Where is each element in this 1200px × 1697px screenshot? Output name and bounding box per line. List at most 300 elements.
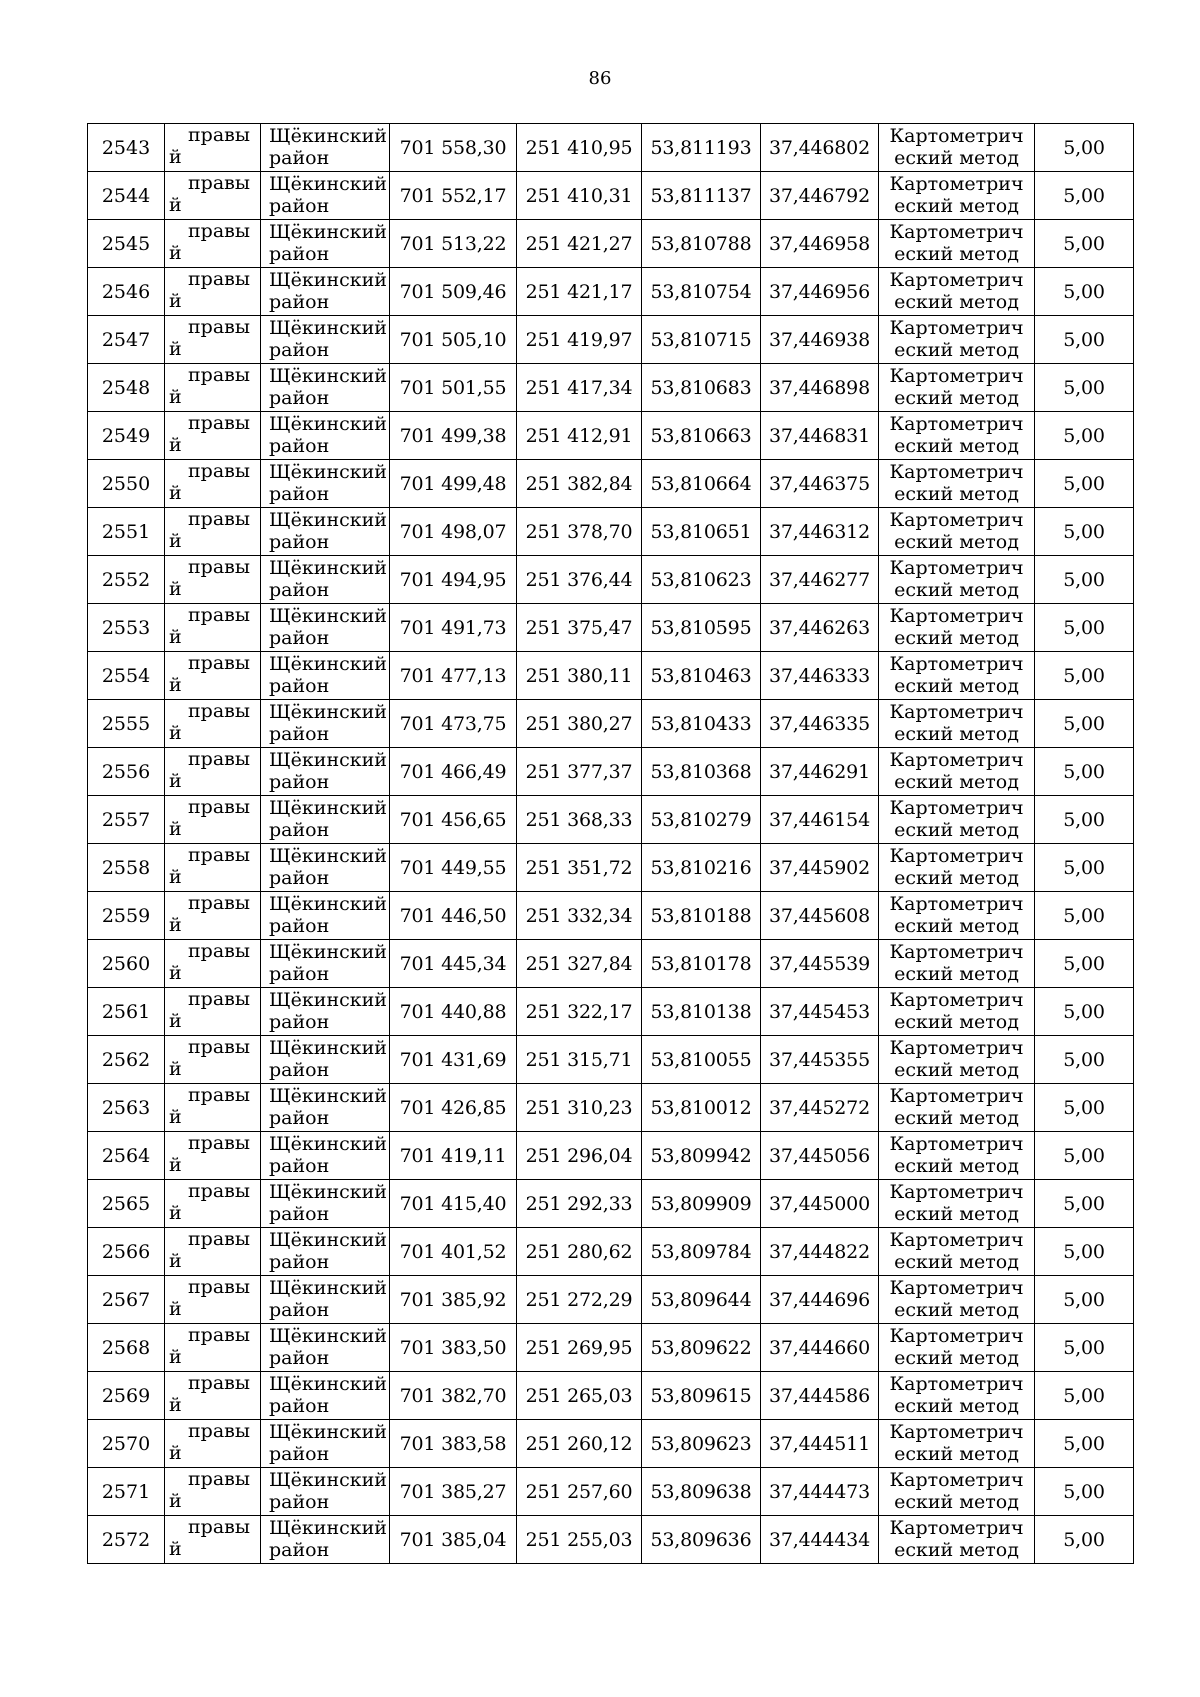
bank-side-line1: правы bbox=[188, 1228, 250, 1250]
district-line2: район bbox=[269, 1443, 330, 1465]
bank-side-line2: й bbox=[169, 530, 182, 552]
y-coordinate-cell: 251 421,17 bbox=[517, 268, 642, 316]
bank-side-line2: й bbox=[169, 866, 182, 888]
bank-side-cell bbox=[165, 1228, 261, 1276]
method-line1: Картометрич bbox=[889, 461, 1024, 483]
x-coordinate-cell: 701 401,52 bbox=[390, 1228, 517, 1276]
district-cell bbox=[261, 268, 390, 316]
longitude-cell: 37,444822 bbox=[761, 1228, 879, 1276]
bank-side-line1: правы bbox=[188, 604, 250, 626]
district-line1: Щёкинский bbox=[269, 653, 387, 675]
district-line1: Щёкинский bbox=[269, 1037, 387, 1059]
method-cell bbox=[879, 316, 1035, 364]
district-cell bbox=[261, 1420, 390, 1468]
longitude-cell: 37,445272 bbox=[761, 1084, 879, 1132]
district-line1: Щёкинский bbox=[269, 509, 387, 531]
district-cell bbox=[261, 124, 390, 172]
table-row bbox=[88, 508, 1134, 556]
y-coordinate-cell: 251 255,03 bbox=[517, 1516, 642, 1564]
point-number-cell: 2559 bbox=[88, 892, 165, 940]
x-coordinate-cell: 701 466,49 bbox=[390, 748, 517, 796]
x-coordinate-cell: 701 426,85 bbox=[390, 1084, 517, 1132]
bank-side-line2: й bbox=[169, 1058, 182, 1080]
method-line1: Картометрич bbox=[889, 1229, 1024, 1251]
y-coordinate-cell: 251 257,60 bbox=[517, 1468, 642, 1516]
bank-side-line1: правы bbox=[188, 652, 250, 674]
page-number: 86 bbox=[588, 68, 612, 89]
accuracy-cell: 5,00 bbox=[1035, 988, 1134, 1036]
method-line2: еский метод bbox=[894, 435, 1019, 457]
latitude-cell: 53,810279 bbox=[642, 796, 761, 844]
bank-side-line1: правы bbox=[188, 1036, 250, 1058]
bank-side-cell bbox=[165, 1420, 261, 1468]
method-cell bbox=[879, 652, 1035, 700]
bank-side-line2: й bbox=[169, 1490, 182, 1512]
method-line1: Картометрич bbox=[889, 701, 1024, 723]
district-line2: район bbox=[269, 723, 330, 745]
accuracy-cell: 5,00 bbox=[1035, 1276, 1134, 1324]
y-coordinate-cell: 251 419,97 bbox=[517, 316, 642, 364]
bank-side-cell bbox=[165, 1180, 261, 1228]
district-line2: район bbox=[269, 1011, 330, 1033]
method-cell bbox=[879, 940, 1035, 988]
latitude-cell: 53,810368 bbox=[642, 748, 761, 796]
y-coordinate-cell: 251 375,47 bbox=[517, 604, 642, 652]
accuracy-cell: 5,00 bbox=[1035, 1372, 1134, 1420]
district-cell bbox=[261, 1372, 390, 1420]
point-number-cell: 2545 bbox=[88, 220, 165, 268]
bank-side-line2: й bbox=[169, 1010, 182, 1032]
latitude-cell: 53,811137 bbox=[642, 172, 761, 220]
method-line1: Картометрич bbox=[889, 509, 1024, 531]
method-line2: еский метод bbox=[894, 1491, 1019, 1513]
bank-side-line2: й bbox=[169, 1154, 182, 1176]
bank-side-line1: правы bbox=[188, 1132, 250, 1154]
method-line1: Картометрич bbox=[889, 1133, 1024, 1155]
district-line1: Щёкинский bbox=[269, 365, 387, 387]
bank-side-line2: й bbox=[169, 290, 182, 312]
bank-side-line2: й bbox=[169, 1250, 182, 1272]
bank-side-line2: й bbox=[169, 1298, 182, 1320]
point-number-cell: 2551 bbox=[88, 508, 165, 556]
y-coordinate-cell: 251 410,95 bbox=[517, 124, 642, 172]
latitude-cell: 53,809623 bbox=[642, 1420, 761, 1468]
table-row bbox=[88, 1372, 1134, 1420]
district-cell bbox=[261, 412, 390, 460]
district-line2: район bbox=[269, 867, 330, 889]
latitude-cell: 53,810754 bbox=[642, 268, 761, 316]
district-line1: Щёкинский bbox=[269, 1469, 387, 1491]
accuracy-cell: 5,00 bbox=[1035, 892, 1134, 940]
method-line2: еский метод bbox=[894, 627, 1019, 649]
bank-side-cell bbox=[165, 892, 261, 940]
district-line2: район bbox=[269, 1395, 330, 1417]
method-line1: Картометрич bbox=[889, 1037, 1024, 1059]
district-line2: район bbox=[269, 339, 330, 361]
point-number-cell: 2544 bbox=[88, 172, 165, 220]
method-cell bbox=[879, 1228, 1035, 1276]
bank-side-cell bbox=[165, 844, 261, 892]
district-line2: район bbox=[269, 1299, 330, 1321]
accuracy-cell: 5,00 bbox=[1035, 124, 1134, 172]
latitude-cell: 53,810664 bbox=[642, 460, 761, 508]
bank-side-line2: й bbox=[169, 770, 182, 792]
method-line1: Картометрич bbox=[889, 749, 1024, 771]
district-cell bbox=[261, 844, 390, 892]
y-coordinate-cell: 251 327,84 bbox=[517, 940, 642, 988]
bank-side-cell bbox=[165, 796, 261, 844]
method-line2: еский метод bbox=[894, 723, 1019, 745]
district-cell bbox=[261, 1228, 390, 1276]
longitude-cell: 37,446291 bbox=[761, 748, 879, 796]
coordinates-table bbox=[87, 123, 1134, 1564]
accuracy-cell: 5,00 bbox=[1035, 364, 1134, 412]
bank-side-line1: правы bbox=[188, 460, 250, 482]
x-coordinate-cell: 701 498,07 bbox=[390, 508, 517, 556]
longitude-cell: 37,446792 bbox=[761, 172, 879, 220]
point-number-cell: 2548 bbox=[88, 364, 165, 412]
accuracy-cell: 5,00 bbox=[1035, 172, 1134, 220]
bank-side-cell bbox=[165, 460, 261, 508]
district-line1: Щёкинский bbox=[269, 413, 387, 435]
accuracy-cell: 5,00 bbox=[1035, 268, 1134, 316]
table-row bbox=[88, 748, 1134, 796]
y-coordinate-cell: 251 272,29 bbox=[517, 1276, 642, 1324]
district-line1: Щёкинский bbox=[269, 1181, 387, 1203]
method-line2: еский метод bbox=[894, 339, 1019, 361]
latitude-cell: 53,809909 bbox=[642, 1180, 761, 1228]
accuracy-cell: 5,00 bbox=[1035, 1516, 1134, 1564]
table-row bbox=[88, 1420, 1134, 1468]
method-line1: Картометрич bbox=[889, 365, 1024, 387]
district-line2: район bbox=[269, 387, 330, 409]
accuracy-cell: 5,00 bbox=[1035, 1420, 1134, 1468]
longitude-cell: 37,446831 bbox=[761, 412, 879, 460]
y-coordinate-cell: 251 269,95 bbox=[517, 1324, 642, 1372]
bank-side-cell bbox=[165, 412, 261, 460]
accuracy-cell: 5,00 bbox=[1035, 1468, 1134, 1516]
method-cell bbox=[879, 268, 1035, 316]
method-cell bbox=[879, 604, 1035, 652]
district-line1: Щёкинский bbox=[269, 845, 387, 867]
district-line1: Щёкинский bbox=[269, 605, 387, 627]
latitude-cell: 53,811193 bbox=[642, 124, 761, 172]
bank-side-line2: й bbox=[169, 962, 182, 984]
district-cell bbox=[261, 1084, 390, 1132]
bank-side-cell bbox=[165, 220, 261, 268]
y-coordinate-cell: 251 421,27 bbox=[517, 220, 642, 268]
point-number-cell: 2546 bbox=[88, 268, 165, 316]
longitude-cell: 37,446335 bbox=[761, 700, 879, 748]
bank-side-cell bbox=[165, 124, 261, 172]
method-cell bbox=[879, 1084, 1035, 1132]
bank-side-line1: правы bbox=[188, 508, 250, 530]
district-line1: Щёкинский bbox=[269, 173, 387, 195]
bank-side-line2: й bbox=[169, 242, 182, 264]
longitude-cell: 37,444696 bbox=[761, 1276, 879, 1324]
table-row bbox=[88, 1084, 1134, 1132]
district-line1: Щёкинский bbox=[269, 317, 387, 339]
y-coordinate-cell: 251 260,12 bbox=[517, 1420, 642, 1468]
method-line2: еский метод bbox=[894, 1107, 1019, 1129]
y-coordinate-cell: 251 332,34 bbox=[517, 892, 642, 940]
bank-side-line2: й bbox=[169, 722, 182, 744]
district-line2: район bbox=[269, 1539, 330, 1561]
bank-side-line2: й bbox=[169, 146, 182, 168]
point-number-cell: 2571 bbox=[88, 1468, 165, 1516]
table-row bbox=[88, 1132, 1134, 1180]
district-cell bbox=[261, 940, 390, 988]
district-cell bbox=[261, 1468, 390, 1516]
bank-side-line2: й bbox=[169, 386, 182, 408]
point-number-cell: 2550 bbox=[88, 460, 165, 508]
table-row bbox=[88, 988, 1134, 1036]
point-number-cell: 2561 bbox=[88, 988, 165, 1036]
method-line2: еский метод bbox=[894, 1059, 1019, 1081]
longitude-cell: 37,446312 bbox=[761, 508, 879, 556]
district-line2: район bbox=[269, 771, 330, 793]
bank-side-line1: правы bbox=[188, 940, 250, 962]
table-row bbox=[88, 412, 1134, 460]
y-coordinate-cell: 251 351,72 bbox=[517, 844, 642, 892]
method-cell bbox=[879, 1372, 1035, 1420]
method-cell bbox=[879, 460, 1035, 508]
bank-side-line2: й bbox=[169, 1394, 182, 1416]
accuracy-cell: 5,00 bbox=[1035, 1324, 1134, 1372]
accuracy-cell: 5,00 bbox=[1035, 412, 1134, 460]
longitude-cell: 37,445608 bbox=[761, 892, 879, 940]
bank-side-line1: правы bbox=[188, 172, 250, 194]
method-cell bbox=[879, 796, 1035, 844]
bank-side-line1: правы bbox=[188, 748, 250, 770]
y-coordinate-cell: 251 315,71 bbox=[517, 1036, 642, 1084]
x-coordinate-cell: 701 501,55 bbox=[390, 364, 517, 412]
bank-side-line1: правы bbox=[188, 316, 250, 338]
method-line1: Картометрич bbox=[889, 1181, 1024, 1203]
district-line2: район bbox=[269, 963, 330, 985]
point-number-cell: 2553 bbox=[88, 604, 165, 652]
y-coordinate-cell: 251 380,27 bbox=[517, 700, 642, 748]
longitude-cell: 37,446277 bbox=[761, 556, 879, 604]
accuracy-cell: 5,00 bbox=[1035, 700, 1134, 748]
method-line1: Картометрич bbox=[889, 605, 1024, 627]
method-line1: Картометрич bbox=[889, 845, 1024, 867]
point-number-cell: 2554 bbox=[88, 652, 165, 700]
method-line2: еский метод bbox=[894, 1155, 1019, 1177]
method-line2: еский метод bbox=[894, 915, 1019, 937]
x-coordinate-cell: 701 558,30 bbox=[390, 124, 517, 172]
x-coordinate-cell: 701 445,34 bbox=[390, 940, 517, 988]
bank-side-line1: правы bbox=[188, 892, 250, 914]
district-line2: район bbox=[269, 531, 330, 553]
longitude-cell: 37,446958 bbox=[761, 220, 879, 268]
district-cell bbox=[261, 988, 390, 1036]
district-line2: район bbox=[269, 1251, 330, 1273]
table-row bbox=[88, 1468, 1134, 1516]
latitude-cell: 53,809942 bbox=[642, 1132, 761, 1180]
bank-side-line1: правы bbox=[188, 556, 250, 578]
x-coordinate-cell: 701 449,55 bbox=[390, 844, 517, 892]
table-row bbox=[88, 556, 1134, 604]
district-cell bbox=[261, 220, 390, 268]
y-coordinate-cell: 251 382,84 bbox=[517, 460, 642, 508]
method-line1: Картометрич bbox=[889, 125, 1024, 147]
district-cell bbox=[261, 1276, 390, 1324]
x-coordinate-cell: 701 383,50 bbox=[390, 1324, 517, 1372]
latitude-cell: 53,810433 bbox=[642, 700, 761, 748]
bank-side-line1: правы bbox=[188, 220, 250, 242]
method-line2: еский метод bbox=[894, 195, 1019, 217]
district-line2: район bbox=[269, 1107, 330, 1129]
bank-side-line1: правы bbox=[188, 1468, 250, 1490]
y-coordinate-cell: 251 368,33 bbox=[517, 796, 642, 844]
method-line2: еский метод bbox=[894, 1395, 1019, 1417]
y-coordinate-cell: 251 265,03 bbox=[517, 1372, 642, 1420]
latitude-cell: 53,809636 bbox=[642, 1516, 761, 1564]
district-cell bbox=[261, 556, 390, 604]
bank-side-cell bbox=[165, 1276, 261, 1324]
table-row bbox=[88, 1228, 1134, 1276]
district-line1: Щёкинский bbox=[269, 221, 387, 243]
district-line2: район bbox=[269, 243, 330, 265]
district-cell bbox=[261, 604, 390, 652]
bank-side-line2: й bbox=[169, 1538, 182, 1560]
x-coordinate-cell: 701 440,88 bbox=[390, 988, 517, 1036]
table-row bbox=[88, 364, 1134, 412]
y-coordinate-cell: 251 292,33 bbox=[517, 1180, 642, 1228]
point-number-cell: 2557 bbox=[88, 796, 165, 844]
district-line2: район bbox=[269, 1491, 330, 1513]
accuracy-cell: 5,00 bbox=[1035, 796, 1134, 844]
method-line1: Картометрич bbox=[889, 413, 1024, 435]
bank-side-line1: правы bbox=[188, 1420, 250, 1442]
method-line2: еский метод bbox=[894, 963, 1019, 985]
x-coordinate-cell: 701 513,22 bbox=[390, 220, 517, 268]
bank-side-cell bbox=[165, 1084, 261, 1132]
district-line1: Щёкинский bbox=[269, 461, 387, 483]
x-coordinate-cell: 701 494,95 bbox=[390, 556, 517, 604]
bank-side-line1: правы bbox=[188, 412, 250, 434]
district-cell bbox=[261, 748, 390, 796]
method-line1: Картометрич bbox=[889, 989, 1024, 1011]
method-line1: Картометрич bbox=[889, 893, 1024, 915]
y-coordinate-cell: 251 380,11 bbox=[517, 652, 642, 700]
accuracy-cell: 5,00 bbox=[1035, 460, 1134, 508]
method-cell bbox=[879, 508, 1035, 556]
x-coordinate-cell: 701 446,50 bbox=[390, 892, 517, 940]
table-row bbox=[88, 460, 1134, 508]
district-line1: Щёкинский bbox=[269, 701, 387, 723]
bank-side-line2: й bbox=[169, 1442, 182, 1464]
district-line2: район bbox=[269, 915, 330, 937]
method-line1: Картометрич bbox=[889, 1373, 1024, 1395]
longitude-cell: 37,445902 bbox=[761, 844, 879, 892]
district-cell bbox=[261, 1324, 390, 1372]
method-line1: Картометрич bbox=[889, 317, 1024, 339]
bank-side-cell bbox=[165, 172, 261, 220]
district-line2: район bbox=[269, 147, 330, 169]
point-number-cell: 2567 bbox=[88, 1276, 165, 1324]
method-cell bbox=[879, 1516, 1035, 1564]
district-cell bbox=[261, 700, 390, 748]
accuracy-cell: 5,00 bbox=[1035, 1036, 1134, 1084]
y-coordinate-cell: 251 412,91 bbox=[517, 412, 642, 460]
district-cell bbox=[261, 1180, 390, 1228]
longitude-cell: 37,446802 bbox=[761, 124, 879, 172]
point-number-cell: 2555 bbox=[88, 700, 165, 748]
point-number-cell: 2570 bbox=[88, 1420, 165, 1468]
x-coordinate-cell: 701 415,40 bbox=[390, 1180, 517, 1228]
latitude-cell: 53,810188 bbox=[642, 892, 761, 940]
district-line1: Щёкинский bbox=[269, 797, 387, 819]
district-line2: район bbox=[269, 435, 330, 457]
table-row bbox=[88, 124, 1134, 172]
table-row bbox=[88, 220, 1134, 268]
longitude-cell: 37,446333 bbox=[761, 652, 879, 700]
latitude-cell: 53,810138 bbox=[642, 988, 761, 1036]
method-line1: Картометрич bbox=[889, 1469, 1024, 1491]
method-line2: еский метод bbox=[894, 1443, 1019, 1465]
method-line2: еский метод bbox=[894, 483, 1019, 505]
method-line2: еский метод bbox=[894, 675, 1019, 697]
method-line2: еский метод bbox=[894, 147, 1019, 169]
table-row bbox=[88, 796, 1134, 844]
method-line1: Картометрич bbox=[889, 941, 1024, 963]
bank-side-line1: правы bbox=[188, 1276, 250, 1298]
accuracy-cell: 5,00 bbox=[1035, 1132, 1134, 1180]
district-line2: район bbox=[269, 291, 330, 313]
longitude-cell: 37,446375 bbox=[761, 460, 879, 508]
y-coordinate-cell: 251 322,17 bbox=[517, 988, 642, 1036]
method-line2: еский метод bbox=[894, 867, 1019, 889]
method-line2: еский метод bbox=[894, 1299, 1019, 1321]
x-coordinate-cell: 701 491,73 bbox=[390, 604, 517, 652]
method-cell bbox=[879, 1468, 1035, 1516]
district-line1: Щёкинский bbox=[269, 941, 387, 963]
latitude-cell: 53,810178 bbox=[642, 940, 761, 988]
latitude-cell: 53,809638 bbox=[642, 1468, 761, 1516]
table-row bbox=[88, 268, 1134, 316]
x-coordinate-cell: 701 385,04 bbox=[390, 1516, 517, 1564]
district-line1: Щёкинский bbox=[269, 557, 387, 579]
method-line2: еский метод bbox=[894, 1251, 1019, 1273]
bank-side-cell bbox=[165, 1468, 261, 1516]
x-coordinate-cell: 701 385,92 bbox=[390, 1276, 517, 1324]
bank-side-line1: правы bbox=[188, 1180, 250, 1202]
table-row bbox=[88, 604, 1134, 652]
table-body bbox=[88, 124, 1134, 1564]
bank-side-line1: правы bbox=[188, 124, 250, 146]
x-coordinate-cell: 701 419,11 bbox=[390, 1132, 517, 1180]
accuracy-cell: 5,00 bbox=[1035, 1228, 1134, 1276]
latitude-cell: 53,809784 bbox=[642, 1228, 761, 1276]
longitude-cell: 37,444586 bbox=[761, 1372, 879, 1420]
method-line1: Картометрич bbox=[889, 269, 1024, 291]
longitude-cell: 37,446898 bbox=[761, 364, 879, 412]
x-coordinate-cell: 701 456,65 bbox=[390, 796, 517, 844]
longitude-cell: 37,446263 bbox=[761, 604, 879, 652]
district-line1: Щёкинский bbox=[269, 1133, 387, 1155]
point-number-cell: 2547 bbox=[88, 316, 165, 364]
district-line2: район bbox=[269, 483, 330, 505]
accuracy-cell: 5,00 bbox=[1035, 508, 1134, 556]
latitude-cell: 53,810463 bbox=[642, 652, 761, 700]
x-coordinate-cell: 701 505,10 bbox=[390, 316, 517, 364]
bank-side-line2: й bbox=[169, 1346, 182, 1368]
district-line1: Щёкинский bbox=[269, 893, 387, 915]
latitude-cell: 53,810651 bbox=[642, 508, 761, 556]
district-line2: район bbox=[269, 1155, 330, 1177]
